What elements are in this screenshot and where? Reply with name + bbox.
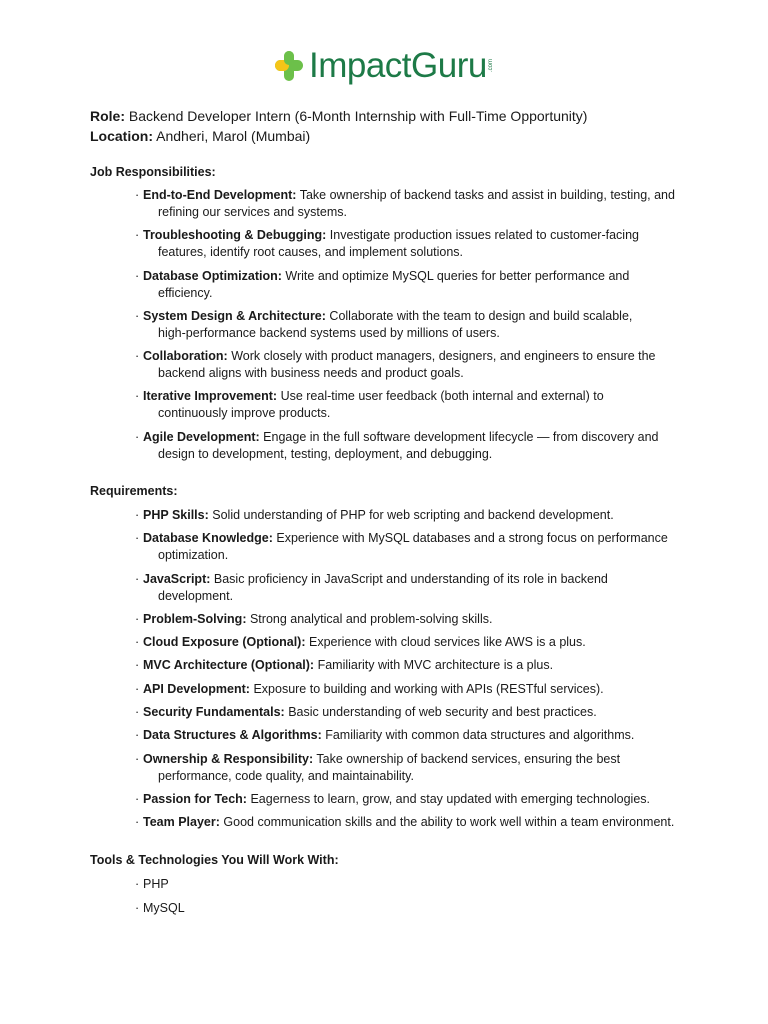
- responsibility-item: [135, 348, 695, 382]
- requirements-heading: Requirements:: [90, 484, 178, 498]
- responsibility-item: [135, 187, 695, 221]
- item-heading: Security Fundamentals:: [143, 705, 285, 720]
- item-text: Basic understanding of web security and best practices.: [288, 705, 597, 720]
- item-text: Familiarity with MVC architecture is a plus.: [317, 658, 554, 673]
- item-heading: Collaboration:: [143, 349, 228, 364]
- tool-name: MySQL: [143, 901, 185, 916]
- tool-item: [135, 876, 695, 893]
- bullet-dot: ·: [135, 308, 140, 323]
- item-text: Familiarity with common data structures and algorithms.: [325, 728, 635, 743]
- requirement-item: [135, 751, 695, 785]
- item-text: Strong analytical and problem-solving skills.: [249, 611, 493, 626]
- item-text: Solid understanding of PHP for web scripting and backend development.: [212, 508, 614, 522]
- bullet-dot: ·: [135, 611, 140, 626]
- item-heading: MVC Architecture (Optional):: [143, 658, 315, 673]
- bullet-dot: ·: [135, 681, 140, 696]
- responsibility-item: [135, 268, 695, 302]
- logo-suffix: .com: [487, 59, 494, 73]
- responsibility-item: [135, 429, 695, 463]
- item-heading: Database Optimization:: [143, 268, 282, 283]
- item-text: Experience with MySQL databases and a strong focus on performance: [276, 531, 668, 546]
- item-text: Write and optimize MySQL queries for better performance and: [285, 268, 630, 283]
- item-text-continued: performance, code quality, and maintainability.: [158, 768, 414, 783]
- tool-name: PHP: [143, 877, 169, 891]
- logo-wordmark: ImpactGuru: [309, 46, 487, 85]
- requirement-item: [135, 814, 695, 831]
- item-heading: API Development:: [143, 681, 250, 696]
- item-text-continued: backend aligns with business needs and product goals.: [158, 366, 464, 381]
- plus-logo-icon: [274, 49, 304, 83]
- location-value: Andheri, Marol (Mumbai): [156, 128, 311, 144]
- item-text-continued: design to development, testing, deployment, and debugging.: [158, 446, 493, 461]
- requirement-item: [135, 791, 695, 808]
- item-heading: Passion for Tech:: [143, 791, 247, 806]
- requirement-item: [135, 507, 695, 524]
- item-heading: Iterative Improvement:: [143, 389, 278, 404]
- responsibility-item: [135, 308, 695, 342]
- bullet-dot: ·: [135, 531, 140, 546]
- item-text: Engage in the full software development lifecycle — from discovery and: [263, 429, 659, 444]
- role-line: [90, 106, 587, 126]
- item-heading: Data Structures & Algorithms:: [143, 728, 322, 743]
- bullet-dot: ·: [135, 635, 140, 650]
- bullet-dot: ·: [135, 877, 140, 891]
- item-heading: Troubleshooting & Debugging:: [143, 228, 327, 243]
- item-heading: PHP Skills:: [143, 508, 209, 522]
- bullet-dot: ·: [135, 901, 140, 916]
- location-line: [90, 126, 310, 146]
- item-text: Take ownership of backend tasks and assist in building, testing, and: [299, 188, 675, 202]
- responsibility-item: [135, 227, 695, 261]
- item-heading: Team Player:: [143, 815, 220, 830]
- item-text-continued: high-performance backend systems used by millions of users.: [158, 325, 500, 340]
- item-text: Use real-time user feedback (both internal and external) to: [280, 389, 604, 404]
- item-heading: Database Knowledge:: [143, 531, 273, 546]
- item-text: Collaborate with the team to design and build scalable,: [329, 308, 633, 323]
- tools-list: [135, 876, 695, 925]
- item-text-continued: continuously improve products.: [158, 406, 331, 421]
- item-text: Basic proficiency in JavaScript and understanding of its role in backend: [213, 571, 608, 586]
- item-text: Eagerness to learn, grow, and stay updated with emerging technologies.: [250, 791, 651, 806]
- bullet-dot: ·: [135, 429, 140, 444]
- tools-heading: Tools & Technologies You Will Work With:: [90, 853, 339, 867]
- item-heading: Agile Development:: [143, 429, 260, 444]
- bullet-dot: ·: [135, 571, 140, 586]
- requirement-item: [135, 727, 695, 744]
- requirement-item: [135, 530, 695, 564]
- bullet-dot: ·: [135, 349, 140, 364]
- bullet-dot: ·: [135, 658, 140, 673]
- role-value: Backend Developer Intern (6-Month Internship with Full-Time Opportunity): [128, 108, 588, 124]
- location-label: Location:: [90, 128, 153, 144]
- item-text: Experience with cloud services like AWS is a plus.: [308, 635, 586, 650]
- item-text: Investigate production issues related to customer-facing: [329, 228, 639, 243]
- role-label: Role:: [90, 108, 125, 124]
- bullet-dot: ·: [135, 815, 140, 830]
- tool-item: [135, 900, 695, 917]
- item-heading: Problem-Solving:: [143, 611, 247, 626]
- item-heading: Cloud Exposure (Optional):: [143, 635, 306, 650]
- bullet-dot: ·: [135, 728, 140, 743]
- item-heading: System Design & Architecture:: [143, 308, 326, 323]
- item-text: Exposure to building and working with APIs (RESTful services).: [253, 681, 604, 696]
- item-heading: JavaScript:: [143, 571, 211, 586]
- requirement-item: [135, 704, 695, 721]
- item-text: Good communication skills and the ability to work well within a team environment.: [223, 815, 675, 830]
- company-logo: [274, 42, 494, 90]
- bullet-dot: ·: [135, 268, 140, 283]
- item-heading: Ownership & Responsibility:: [143, 751, 314, 766]
- responsibilities-heading: Job Responsibilities:: [90, 165, 216, 179]
- item-text: Take ownership of backend services, ensuring the best: [316, 751, 621, 766]
- bullet-dot: ·: [135, 791, 140, 806]
- requirement-item: [135, 657, 695, 674]
- item-text: Work closely with product managers, designers, and engineers to ensure the: [231, 349, 656, 364]
- requirement-item: [135, 681, 695, 698]
- bullet-dot: ·: [135, 228, 140, 243]
- item-text-continued: development.: [158, 588, 234, 603]
- item-text-continued: features, identify root causes, and implement solutions.: [158, 245, 464, 260]
- item-text-continued: optimization.: [158, 548, 229, 563]
- responsibilities-list: [135, 187, 695, 469]
- bullet-dot: ·: [135, 508, 140, 522]
- item-heading: End-to-End Development:: [143, 188, 297, 202]
- requirement-item: [135, 611, 695, 628]
- bullet-dot: ·: [135, 188, 140, 202]
- requirement-item: [135, 634, 695, 651]
- requirement-item: [135, 571, 695, 605]
- item-text-continued: efficiency.: [158, 285, 213, 300]
- requirements-list: [135, 507, 695, 838]
- item-text-continued: refining our services and systems.: [158, 205, 347, 219]
- bullet-dot: ·: [135, 751, 140, 766]
- responsibility-item: [135, 388, 695, 422]
- bullet-dot: ·: [135, 389, 140, 404]
- bullet-dot: ·: [135, 705, 140, 720]
